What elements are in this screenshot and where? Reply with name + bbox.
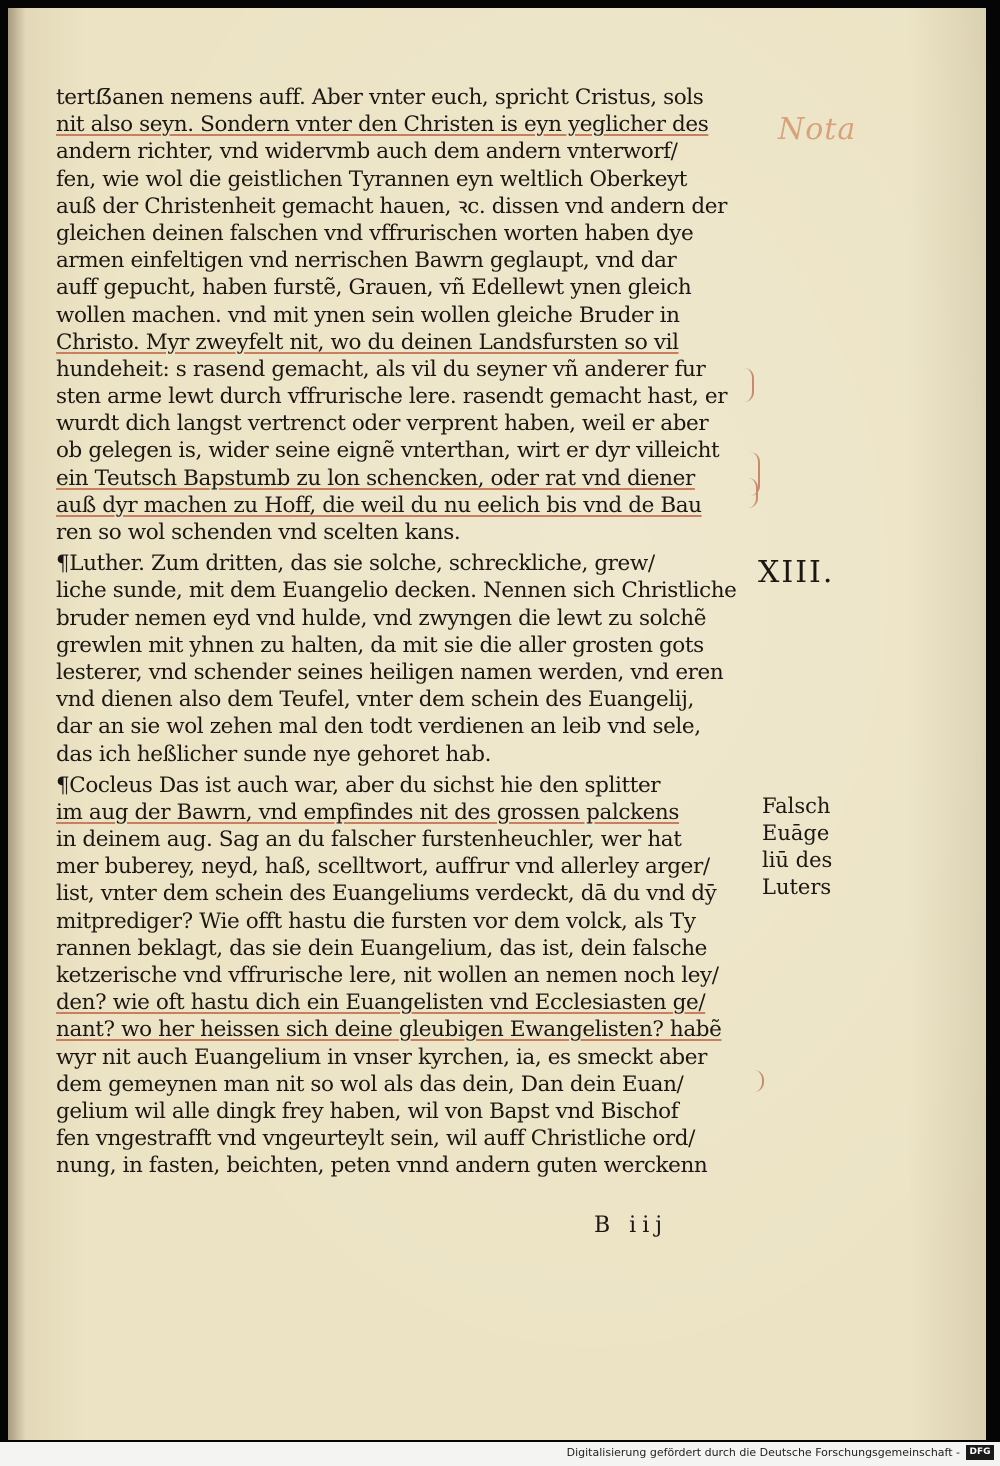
margin-nota: Nota: [778, 112, 857, 147]
text-line: [56, 383, 768, 410]
signature-mark: B iij: [594, 1213, 669, 1238]
text-line-content: ketzerische vnd vffrurische lere, nit wollen an nemen noch ley/: [56, 963, 719, 988]
text-line-content: Christo. Myr zweyfelt nit, wo du deinen Landsfursten so vil: [56, 329, 679, 355]
text-line: [56, 356, 768, 383]
text-line-content: mitprediger? Wie offt hastu die fursten vor dem volck, als Ty: [56, 908, 696, 934]
text-line-content: bruder nemen eyd vnd hulde, vnd zwyngen die lewt zu solchẽ: [56, 605, 707, 631]
text-line: [56, 1071, 768, 1098]
text-line: [56, 465, 768, 492]
text-line-content: wyr nit auch Euangelium in vnser kyrchen, ia, es smeckt aber: [56, 1044, 707, 1070]
text-line: [56, 659, 768, 686]
text-line: [56, 492, 768, 519]
margin-gloss-line: Euāge: [762, 821, 830, 845]
text-line: [56, 437, 768, 464]
text-line: [56, 880, 768, 907]
text-line-content: das ich heßlicher sunde nye gehoret hab.: [56, 741, 492, 767]
text-line: [56, 908, 768, 935]
margin-red-stroke: [744, 368, 754, 402]
footer-bar: [0, 1442, 1000, 1466]
text-line: [56, 550, 768, 577]
text-line: [56, 410, 768, 437]
text-line: [56, 220, 768, 247]
text-line-content: fen vngestrafft vnd vngeurteylt sein, wil auff Christliche ord/: [56, 1126, 695, 1152]
text-line: [56, 274, 768, 301]
funding-credit: Digitalisierung gefördert durch die Deutsche Forschungsgemeinschaft -: [566, 1446, 960, 1459]
text-line-content: grewlen mit yhnen zu halten, da mit sie die aller grosten gots: [56, 632, 704, 658]
text-line-content: list, vnter dem schein des Euangeliums verdeckt, dā du vnd dȳ: [56, 881, 717, 907]
text-line: [56, 989, 768, 1016]
text-line-content: dem gemeynen man nit so wol als das dein, Dan dein Euan/: [56, 1071, 684, 1097]
text-line-content: andern richter, vnd widervmb auch dem andern vnterworf/: [56, 139, 678, 165]
text-line-content: mer buberey, neyd, haß, scelltwort, auffrur vnd allerley arger/: [56, 854, 710, 880]
text-line: [56, 577, 768, 604]
page-gutter-shadow: [8, 8, 26, 1440]
text-line-content: in deinem aug. Sag an du falscher furstenheuchler, wer hat: [56, 827, 682, 853]
text-line: [56, 1152, 768, 1179]
text-line-content: den? wie oft hastu dich ein Euangelisten vnd Ecclesiasten ge/: [56, 990, 706, 1016]
text-line-content: ren so wol schenden vnd scelten kans.: [56, 520, 461, 545]
text-line-content: auff gepucht, haben furstẽ, Grauen, vñ Edellewt ynen gleich: [56, 275, 692, 301]
dfg-logo: DFG: [966, 1445, 994, 1460]
text-line-content: sten arme lewt durch vffrurische lere. rasendt gemacht hast, er: [56, 384, 728, 410]
text-line: [56, 713, 768, 740]
text-line-content: rannen beklagt, das sie dein Euangelium, das ist, dein falsche: [56, 935, 707, 961]
text-line-content: nant? wo her heissen sich deine gleubigen Ewangelisten? habẽ: [56, 1017, 722, 1043]
text-line: [56, 686, 768, 713]
text-line-content: nung, in fasten, beichten, peten vnnd andern guten werckenn: [56, 1153, 708, 1179]
text-line: [56, 741, 768, 768]
text-line-content: tertẞanen nemens auff. Aber vnter euch, spricht Cristus, sols: [56, 85, 704, 110]
margin-gloss-line: liū des: [762, 848, 833, 872]
text-line-content: auß der Christenheit gemacht hauen, ꝛc. dissen vnd andern der: [56, 193, 727, 219]
margin-section-numeral: XIII.: [758, 555, 835, 590]
text-line: [56, 826, 768, 853]
text-line: [56, 962, 768, 989]
text-line-content: vnd dienen also dem Teufel, vnter dem schein des Euangelij,: [56, 687, 694, 713]
text-line-content: lesterer, vnd schender seines heiligen namen werden, vnd eren: [56, 659, 724, 685]
text-line: [56, 519, 768, 546]
text-line-content: ob gelegen is, wider seine eignẽ vnterthan, wirt er dyr villeicht: [56, 438, 720, 464]
text-line: [56, 247, 768, 274]
text-line: [56, 1016, 768, 1043]
text-line: [56, 84, 768, 111]
text-line: [56, 772, 768, 799]
text-line: [56, 632, 768, 659]
text-line: [56, 329, 768, 356]
text-line-content: im aug der Bawrn, vnd empfindes nit des grossen palckens: [56, 799, 680, 825]
text-line-content: gleichen deinen falschen vnd vffrurischen worten haben dye: [56, 220, 694, 246]
text-line: [56, 799, 768, 826]
text-line-content: hundeheit: s rasend gemacht, als vil du seyner vñ anderer fur: [56, 356, 706, 382]
text-line: [56, 935, 768, 962]
text-line-content: liche sunde, mit dem Euangelio decken. Nennen sich Christliche: [56, 578, 737, 604]
text-line-content: armen einfeltigen vnd nerrischen Bawrn geglaupt, vnd dar: [56, 248, 677, 274]
text-line: [56, 853, 768, 880]
margin-gloss-line: Falsch: [762, 794, 831, 818]
text-line-content: nit also seyn. Sondern vnter den Christen is eyn yeglicher des: [56, 112, 709, 138]
text-line-content: auß dyr machen zu Hoff, die weil du nu eelich bis vnd de Bau: [56, 492, 702, 518]
margin-gloss-line: Luters: [762, 875, 832, 899]
text-line-content: wollen machen. vnd mit ynen sein wollen gleiche Bruder in: [56, 302, 680, 328]
text-line: [56, 166, 768, 193]
margin-gloss: [762, 793, 832, 901]
text-line: [56, 605, 768, 632]
text-line-content: ¶Cocleus Das ist auch war, aber du sichst hie den splitter: [56, 772, 661, 798]
text-line-content: wurdt dich langst vertrenct oder verprent haben, weil er aber: [56, 411, 709, 437]
text-line: [56, 1125, 768, 1152]
main-text-block: [56, 84, 768, 1180]
text-line: [56, 1098, 768, 1125]
text-line: [56, 111, 768, 138]
text-line: [56, 138, 768, 165]
text-line: [56, 1044, 768, 1071]
text-line-content: dar an sie wol zehen mal den todt verdienen an leib vnd sele,: [56, 714, 701, 740]
text-line-content: ¶Luther. Zum dritten, das sie solche, schreckliche, grew/: [56, 551, 655, 577]
text-line-content: ein Teutsch Bapstumb zu lon schencken, oder rat vnd diener: [56, 465, 695, 491]
text-line-content: fen, wie wol die geistlichen Tyrannen eyn weltlich Oberkeyt: [56, 166, 688, 192]
text-line: [56, 193, 768, 220]
text-line: [56, 302, 768, 329]
text-line-content: gelium wil alle dingk frey haben, wil von Bapst vnd Bischof: [56, 1098, 679, 1124]
